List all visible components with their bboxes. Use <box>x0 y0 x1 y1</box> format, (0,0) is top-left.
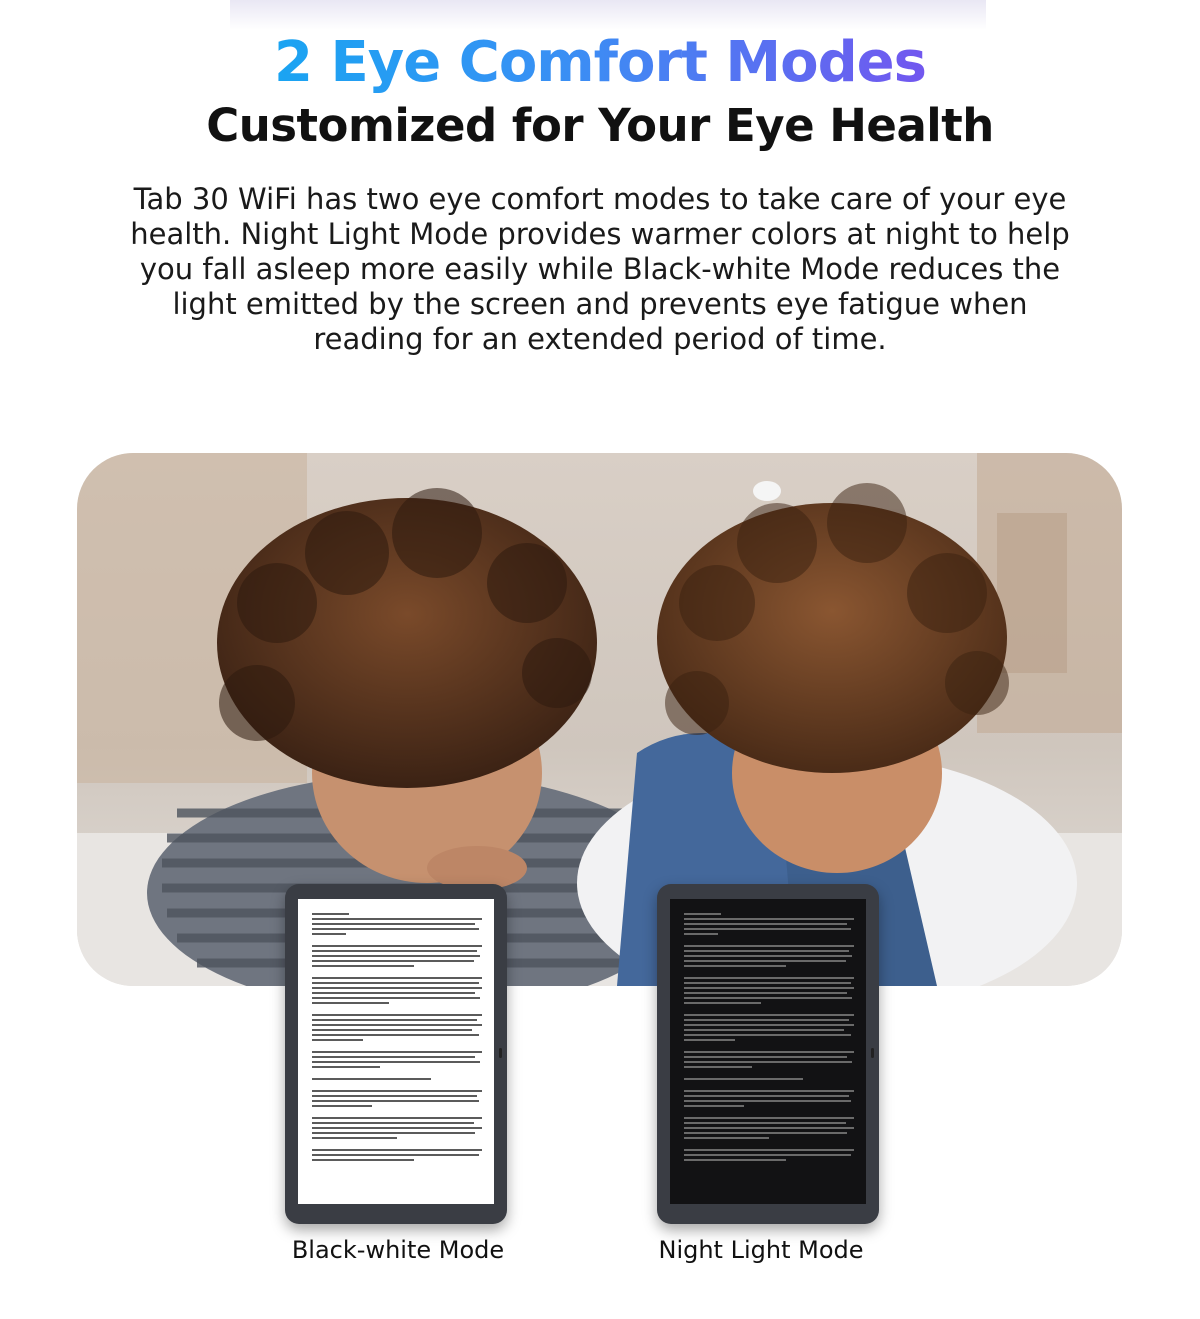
ebook-text-lines <box>684 913 854 1164</box>
mode-caption-night-light: Night Light Mode <box>658 1236 864 1264</box>
ebook-text-lines <box>312 913 482 1164</box>
tablet-night-light-mode <box>657 884 879 1224</box>
page-subtitle: Customized for Your Eye Health <box>206 99 994 152</box>
tablet-screen-light <box>298 899 494 1204</box>
tablet-screen-dark <box>670 899 866 1204</box>
top-decoration <box>230 0 986 30</box>
page-title: 2 Eye Comfort Modes <box>274 30 926 95</box>
mode-caption-black-white: Black-white Mode <box>291 1236 505 1264</box>
children-reading-photo <box>77 453 1122 986</box>
description-paragraph: Tab 30 WiFi has two eye comfort modes to take care of your eye health. Night Light Mode provides warmer colors at night to help you fall asleep more easily while Black-white Mode reduces the light emitted by the screen and prevents eye fatigue when reading for an extended period of time. <box>130 182 1070 356</box>
tablet-black-white-mode <box>285 884 507 1224</box>
tablet-camera <box>499 1048 502 1058</box>
tablet-camera <box>871 1048 874 1058</box>
